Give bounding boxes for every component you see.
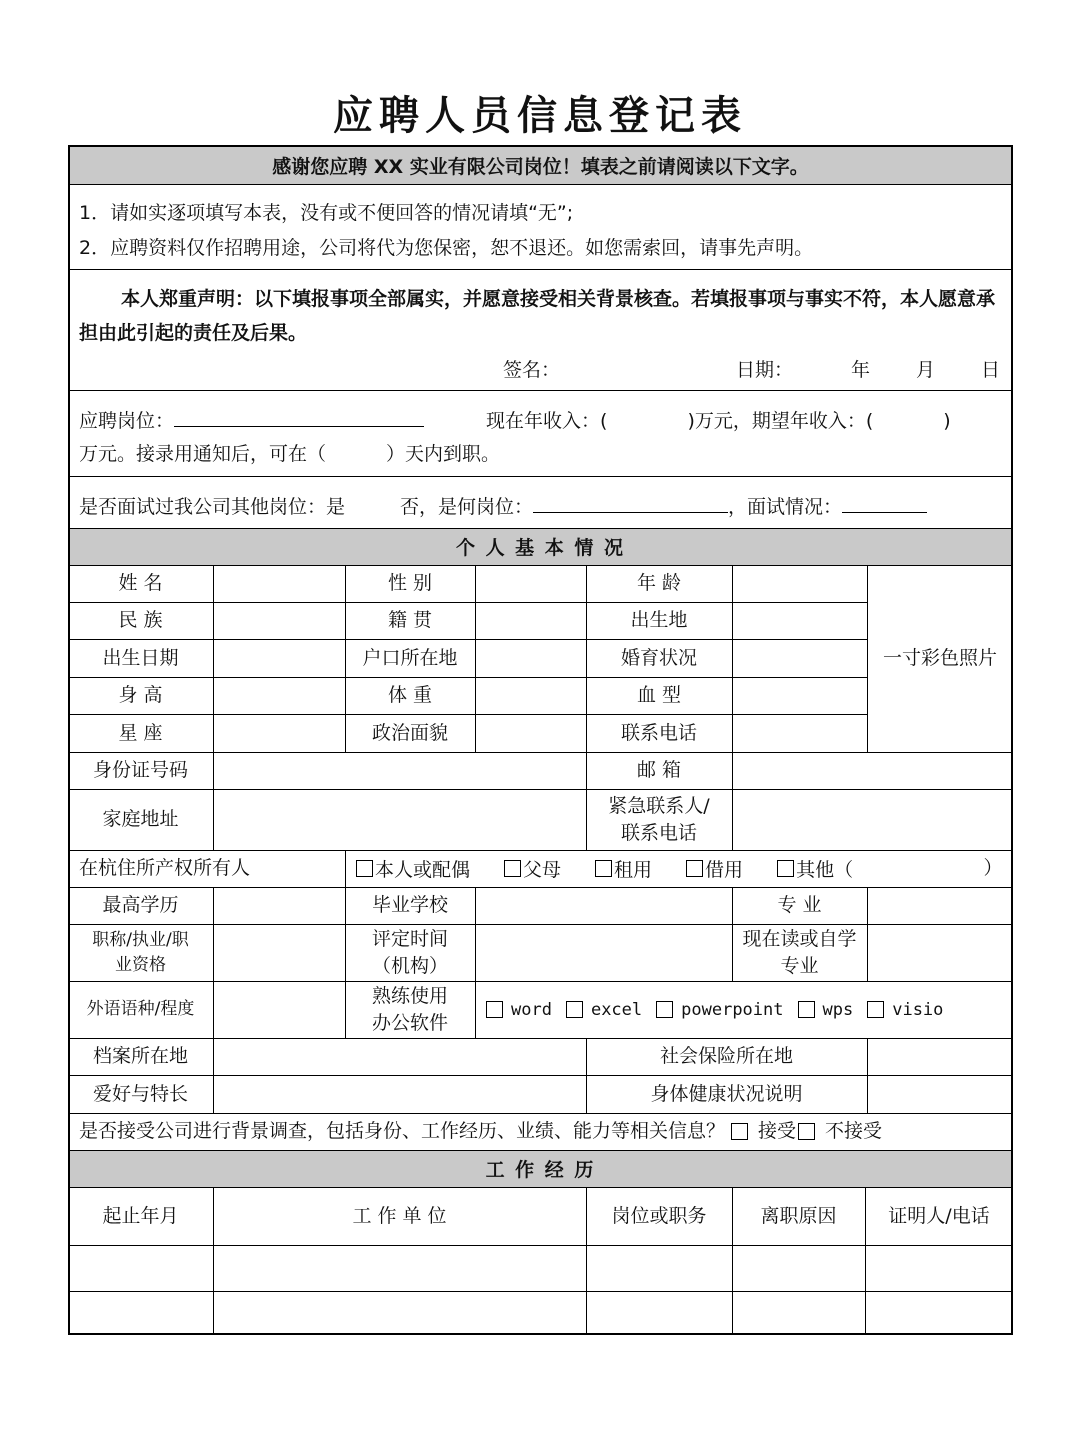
rule	[68, 1291, 1013, 1292]
work-section-header: 工 作 经 历	[68, 1150, 1013, 1187]
label-eval-time: 评定时间（机构）	[371, 927, 448, 977]
label-language: 外语语种/程度	[86, 999, 195, 1019]
office-option-visio[interactable]	[867, 1000, 943, 1020]
interview-position-label: 否，是何岗位：	[400, 496, 534, 518]
option-label: wps	[822, 999, 854, 1020]
label-hukou: 户口所在地	[362, 646, 458, 669]
checkbox-icon[interactable]	[566, 1001, 583, 1018]
rule	[68, 602, 867, 603]
rule	[68, 789, 1013, 790]
rule	[865, 1187, 866, 1335]
rule	[68, 639, 867, 640]
join-days-label: 万元。接录用通知后，可在（	[79, 443, 327, 465]
label-school: 毕业学校	[371, 894, 448, 916]
property-option-self[interactable]	[356, 855, 470, 882]
label-phone: 联系电话	[620, 721, 697, 744]
work-header-position: 岗位或职务	[611, 1204, 707, 1227]
rule	[68, 1075, 1013, 1076]
date-day: 日	[981, 359, 1001, 381]
option-label: word	[511, 999, 552, 1020]
input-name[interactable]	[213, 565, 345, 602]
label-politics: 政治面貌	[371, 721, 448, 744]
position-input[interactable]	[174, 404, 424, 427]
property-option-borrow[interactable]	[686, 855, 743, 882]
checkbox-icon[interactable]	[867, 1001, 884, 1018]
rule	[213, 1187, 214, 1335]
rule	[345, 887, 346, 1038]
checkbox-icon[interactable]	[798, 1001, 815, 1018]
label-title-qual: 职称/执业/职业资格	[92, 929, 189, 975]
option-label: excel	[590, 999, 643, 1020]
option-label: powerpoint	[681, 999, 784, 1020]
office-option-powerpoint[interactable]	[656, 1000, 783, 1020]
rule	[586, 1187, 587, 1335]
label-health: 身体健康状况说明	[650, 1082, 803, 1105]
rule	[68, 1150, 1013, 1151]
work-header-reason: 离职原因	[760, 1204, 837, 1227]
rule	[475, 565, 476, 752]
rule	[68, 269, 1013, 270]
rule	[68, 528, 1013, 529]
label-native-place: 籍 贯	[387, 609, 433, 631]
property-options	[356, 850, 853, 887]
label-weight: 体 重	[387, 684, 433, 706]
interview-situation-label: ，面试情况：	[728, 496, 843, 518]
label-birthplace: 出生地	[630, 609, 688, 631]
work-row-1[interactable]	[68, 1245, 1013, 1291]
background-check-question: 是否接受公司进行背景调查，包括身份、工作经历、业绩、能力等相关信息？	[79, 1120, 726, 1142]
rule	[732, 887, 733, 981]
intro-banner: 感谢您应聘 XX 实业有限公司岗位！填表之前请阅读以下文字。	[68, 147, 1013, 184]
rule	[68, 677, 867, 678]
rule	[68, 476, 1013, 477]
label-education: 最高学历	[102, 894, 179, 916]
office-option-word[interactable]	[486, 1000, 552, 1020]
label-zodiac: 星 座	[118, 721, 163, 744]
rule	[213, 752, 214, 850]
rule	[867, 565, 868, 752]
accept-label: 接受	[758, 1120, 797, 1142]
label-name: 姓 名	[118, 572, 163, 594]
note-2: 2．应聘资料仅作招聘用途，公司将代为您保密，恕不退还。如您需索回，请事先声明。	[79, 237, 814, 259]
label-age: 年 龄	[636, 572, 682, 594]
label-height: 身 高	[118, 684, 163, 706]
rule	[586, 752, 587, 850]
registration-form	[68, 145, 1013, 1335]
current-income-label: 现在年收入：(	[486, 410, 608, 432]
rule	[213, 1038, 214, 1113]
signature-label[interactable]: 签名：	[503, 359, 561, 381]
rule	[213, 565, 214, 752]
rule	[68, 1245, 1013, 1246]
rule	[68, 981, 1013, 982]
checkbox-icon[interactable]	[798, 1123, 815, 1140]
rule	[867, 1038, 868, 1113]
checkbox-icon[interactable]	[686, 860, 703, 877]
option-label: 父母	[523, 859, 562, 881]
label-id-number: 身份证号码	[92, 759, 188, 781]
label-archive: 档案所在地	[92, 1045, 188, 1067]
label-major: 专 业	[777, 894, 822, 916]
checkbox-icon[interactable]	[595, 860, 612, 877]
option-label: 本人或配偶	[375, 859, 471, 881]
decline-label: 不接受	[825, 1120, 883, 1142]
rule	[732, 565, 733, 752]
income-close: )	[943, 410, 951, 432]
rule	[68, 924, 1013, 925]
checkbox-icon[interactable]	[504, 860, 521, 877]
join-days-suffix: ）天内到职。	[386, 443, 501, 465]
rule	[213, 887, 214, 1038]
checkbox-icon[interactable]	[777, 860, 794, 877]
option-label: 租用	[614, 859, 653, 881]
label-marital: 婚育状况	[620, 646, 697, 669]
rule	[475, 887, 476, 1038]
label-birth-date: 出生日期	[102, 646, 179, 669]
date-year: 年	[851, 359, 871, 381]
rule	[68, 752, 1013, 753]
work-header-period: 起止年月	[102, 1204, 179, 1227]
rule	[345, 565, 346, 752]
date-month: 月	[916, 359, 936, 381]
expected-income-label: )万元，期望年收入：(	[687, 410, 874, 432]
office-option-excel[interactable]	[566, 1000, 642, 1020]
rule	[68, 1038, 1013, 1039]
work-row-2[interactable]	[68, 1291, 1013, 1333]
rule	[68, 184, 1013, 185]
label-emergency: 紧急联系人/联系电话	[608, 794, 710, 844]
rule	[68, 850, 1013, 851]
rule	[732, 1187, 733, 1335]
option-label: visio	[892, 999, 944, 1020]
form-title: 应聘人员信息登记表	[333, 93, 747, 139]
position-label: 应聘岗位：	[79, 410, 175, 432]
office-option-wps[interactable]	[798, 1000, 854, 1020]
checkbox-icon[interactable]	[656, 1001, 673, 1018]
interview-line	[79, 490, 927, 522]
checkbox-icon[interactable]	[486, 1001, 503, 1018]
rule	[867, 887, 868, 981]
background-check-row	[68, 1113, 1013, 1150]
rule	[586, 1038, 587, 1113]
rule	[68, 1113, 1013, 1114]
office-options	[486, 981, 943, 1038]
label-blood: 血 型	[636, 684, 682, 706]
label-office-skill: 熟练使用办公软件	[371, 984, 448, 1034]
property-close: ）	[983, 857, 1003, 879]
label-hobbies: 爱好与特长	[92, 1082, 188, 1105]
rule	[586, 565, 587, 752]
checkbox-icon[interactable]	[356, 860, 373, 877]
rule	[68, 565, 1013, 566]
rule	[68, 1187, 1013, 1188]
option-label: 借用	[705, 859, 744, 881]
label-address: 家庭地址	[102, 808, 179, 830]
photo-placeholder[interactable]: 一寸彩色照片	[882, 647, 997, 669]
rule	[345, 850, 346, 887]
rule	[68, 887, 1013, 888]
property-option-other[interactable]	[777, 855, 853, 882]
property-option-rent[interactable]	[595, 855, 652, 882]
work-header-company: 工 作 单 位	[352, 1204, 447, 1227]
label-property: 在杭住所产权所有人	[79, 857, 251, 879]
interview-position-input[interactable]	[533, 490, 728, 513]
label-gender: 性 别	[387, 572, 433, 594]
personal-section-header: 个 人 基 本 情 况	[68, 528, 1013, 565]
option-label: 其他（	[796, 859, 854, 881]
position-line-2	[79, 439, 500, 469]
interview-situation-input[interactable]	[842, 490, 927, 513]
position-line-1	[79, 404, 951, 436]
date-label[interactable]: 日期：	[736, 359, 794, 381]
checkbox-icon[interactable]	[731, 1123, 748, 1140]
label-social-security: 社会保险所在地	[659, 1045, 793, 1067]
property-option-parents[interactable]	[504, 855, 561, 882]
label-current-study: 现在读或自学专业	[742, 927, 857, 977]
interview-label: 是否面试过我公司其他岗位：是	[79, 496, 346, 518]
label-ethnicity: 民 族	[118, 609, 163, 631]
work-header-reference: 证明人/电话	[888, 1204, 990, 1227]
rule	[68, 390, 1013, 391]
declaration-text: 本人郑重声明：以下填报事项全部属实，并愿意接受相关背景核查。若填报事项与事实不符，本人愿意承担由此引起的责任及后果。	[79, 288, 996, 344]
note-1: 1．请如实逐项填写本表，没有或不便回答的情况请填“无”;	[79, 202, 574, 224]
rule	[68, 714, 867, 715]
label-email: 邮 箱	[636, 759, 682, 781]
rule	[732, 752, 733, 850]
